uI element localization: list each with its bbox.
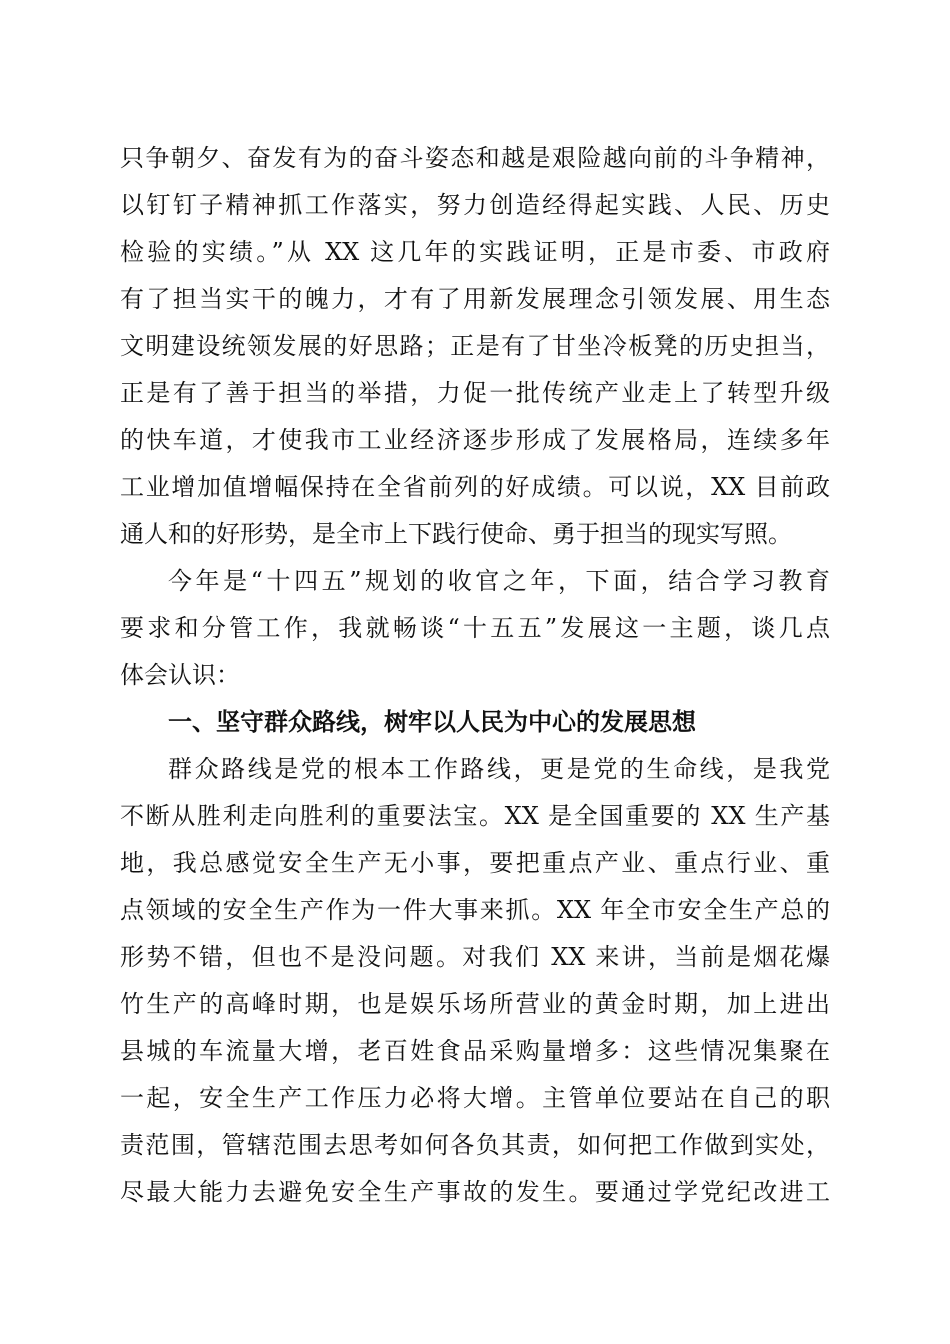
text-line: 今年是“十四五”规划的收官之年，下面，结合学习教育 — [168, 567, 830, 595]
document-body — [120, 135, 830, 1216]
text-line: 通人和的好形势，是全市上下践行使命、勇于担当的现实写照。 — [120, 520, 792, 548]
text-line: 群众路线是党的根本工作路线，更是党的生命线，是我党 — [168, 755, 830, 783]
text-line: 要求和分管工作，我就畅谈“十五五”发展这一主题，谈几点 — [120, 614, 830, 642]
text-line: 只争朝夕、奋发有为的奋斗姿态和越是艰险越向前的斗争精神， — [120, 144, 830, 172]
text-line: 形势不错，但也不是没问题。对我们 XX 来讲，当前是烟花爆 — [120, 943, 830, 971]
text-line: 检验的实绩。”从 XX 这几年的实践证明，正是市委、市政府 — [120, 238, 830, 266]
section-heading: 一、坚守群众路线，树牢以人民为中心的发展思想 — [168, 708, 696, 736]
text-line: 正是有了善于担当的举措，力促一批传统产业走上了转型升级 — [120, 379, 830, 407]
text-line: 的快车道，才使我市工业经济逐步形成了发展格局，连续多年 — [120, 426, 830, 454]
text-line: 点领域的安全生产作为一件大事来抓。XX 年全市安全生产总的 — [120, 896, 830, 924]
text-line: 责范围，管辖范围去思考如何各负其责，如何把工作做到实处， — [120, 1131, 830, 1159]
text-line: 地，我总感觉安全生产无小事，要把重点产业、重点行业、重 — [120, 849, 830, 877]
text-line: 尽最大能力去避免安全生产事故的发生。要通过学党纪改进工 — [120, 1178, 830, 1206]
text-line: 不断从胜利走向胜利的重要法宝。XX 是全国重要的 XX 生产基 — [120, 802, 830, 830]
text-line: 文明建设统领发展的好思路；正是有了甘坐冷板凳的历史担当， — [120, 332, 830, 360]
text-line: 体会认识： — [120, 661, 240, 689]
text-line: 以钉钉子精神抓工作落实，努力创造经得起实践、人民、历史 — [120, 191, 830, 219]
text-line: 一起，安全生产工作压力必将大增。主管单位要站在自己的职 — [120, 1084, 830, 1112]
text-line: 县城的车流量大增，老百姓食品采购量增多：这些情况集聚在 — [120, 1037, 830, 1065]
text-line: 有了担当实干的魄力，才有了用新发展理念引领发展、用生态 — [120, 285, 830, 313]
text-line: 工业增加值增幅保持在全省前列的好成绩。可以说，XX 目前政 — [120, 473, 830, 501]
text-line: 竹生产的高峰时期，也是娱乐场所营业的黄金时期，加上进出 — [120, 990, 830, 1018]
